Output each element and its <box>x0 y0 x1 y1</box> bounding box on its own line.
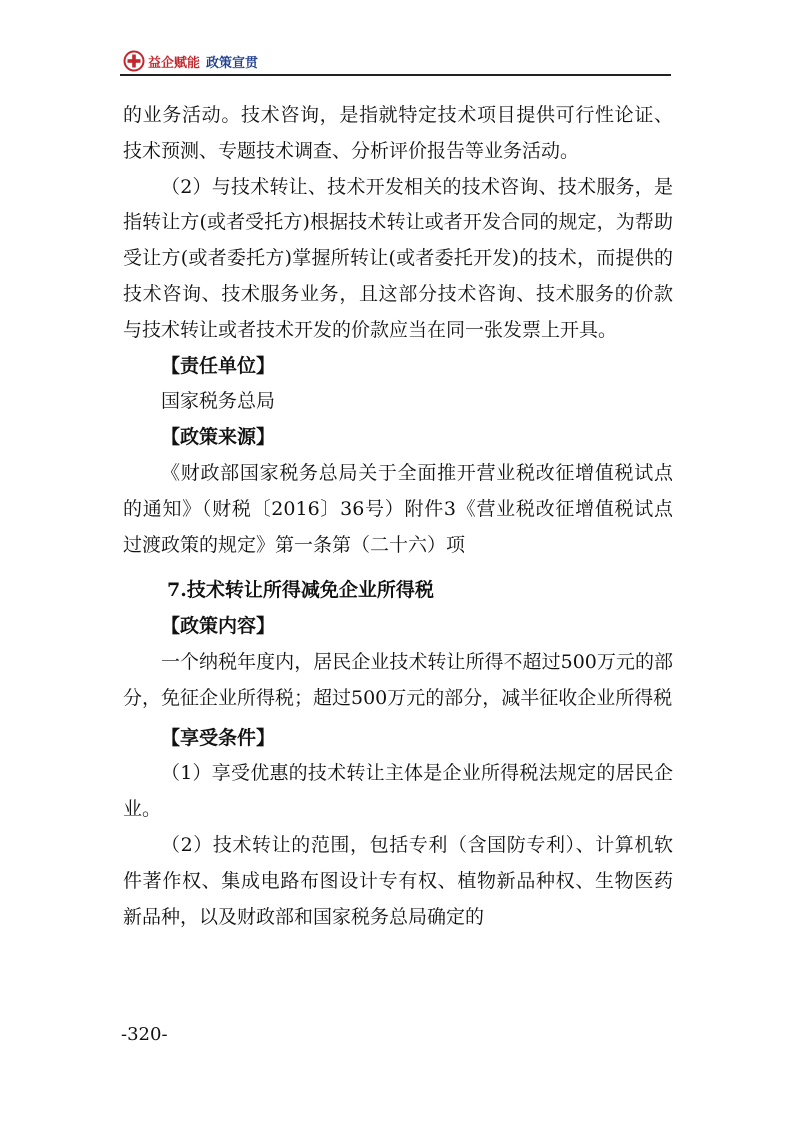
heading-policy-content: 【政策内容】 <box>161 615 276 638</box>
document-body <box>123 98 673 935</box>
circle-cross-logo-icon <box>123 50 145 72</box>
header-brand: 益企赋能 <box>148 55 201 71</box>
policy-content: 一个纳税年度内，居民企业技术转让所得不超过500万元的部分，免征企业所得税；超过500万元的部分，减半征收企业所得税 <box>123 650 673 709</box>
condition-1: （1）享受优惠的技术转让主体是企业所得税法规定的居民企业。 <box>123 762 673 821</box>
paragraph-tech-consulting: 的业务活动。技术咨询，是指就特定技术项目提供可行性论证、技术预测、专题技术调查、分析评价报告等业务活动。 <box>123 104 673 162</box>
heading-conditions: 【享受条件】 <box>161 726 276 749</box>
section-title: 7.技术转让所得减免企业所得税 <box>167 579 434 602</box>
heading-policy-source: 【政策来源】 <box>161 426 276 449</box>
paragraph-related-services: （2）与技术转让、技术开发相关的技术咨询、技术服务，是指转让方(或者受托方)根据技术转让或者开发合同的规定，为帮助受让方(或者委托方)掌握所转让(或者委托开发)的技术，而提供的技术咨询、技术服务业务，且这部分技术咨询、技术服务的价款与技术转让或者技术开发的价款应当在同一张发票上开具。 <box>123 175 673 341</box>
policy-source: 《财政部国家税务总局关于全面推开营业税改征增值税试点的通知》（财税〔2016〕36号）附件3《营业税改征增值税试点过渡政策的规定》第一条第（二十六）项 <box>123 461 673 556</box>
responsible-unit: 国家税务总局 <box>161 390 276 413</box>
heading-responsible-unit: 【责任单位】 <box>161 354 276 377</box>
condition-2: （2）技术转让的范围，包括专利（含国防专利）、计算机软件著作权、集成电路布图设计专有权、植物新品种权、生物医药新品种，以及财政部和国家税务总局确定的 <box>123 833 673 928</box>
page-number: -320- <box>121 1024 168 1045</box>
header-slogan: 政策宣贯 <box>206 55 259 71</box>
header-divider <box>120 74 671 76</box>
page-header <box>123 50 258 72</box>
